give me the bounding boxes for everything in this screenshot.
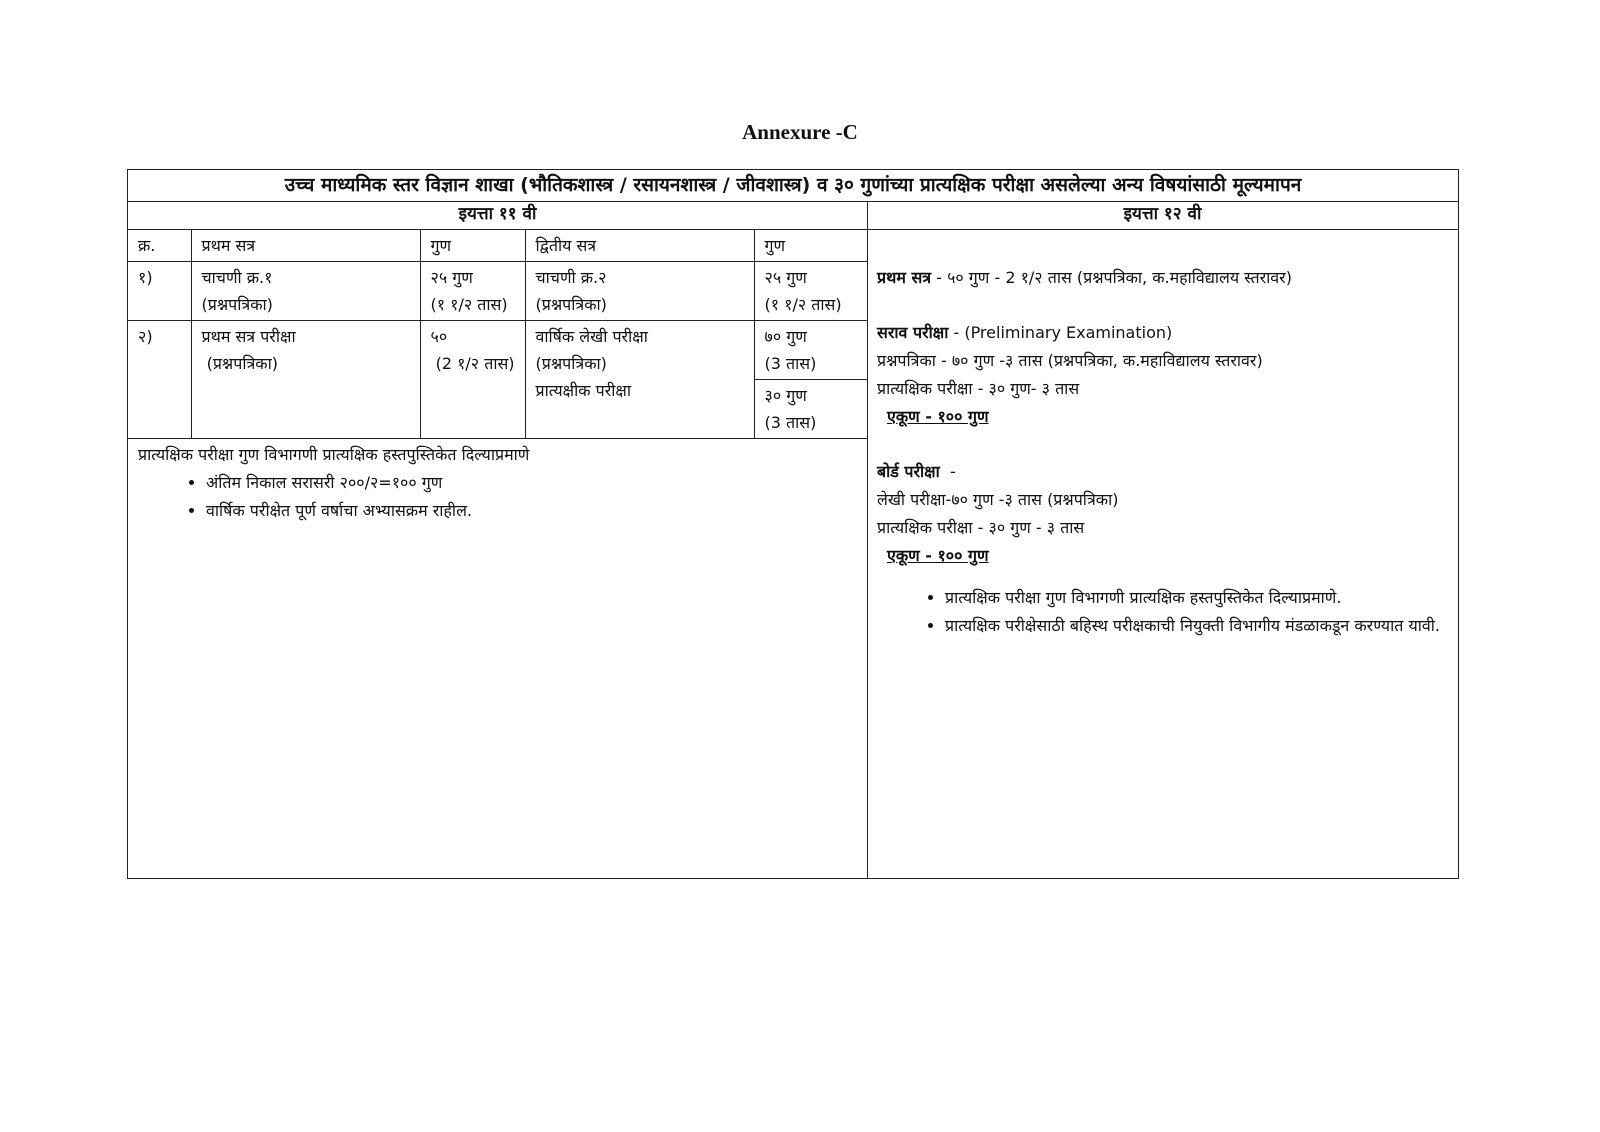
prelim-text: - (Preliminary Examination) [948, 323, 1173, 342]
cell-line: (१ १/२ तास) [764, 295, 842, 314]
second-term-cell [525, 262, 754, 321]
bullet-list [138, 469, 857, 525]
board-line [877, 458, 1448, 486]
board-total: एकूण - १०० गुण [887, 546, 989, 565]
practical-marks-cell [754, 380, 867, 439]
annexure-title: Annexure -C [742, 120, 858, 144]
list-item: • अंतिम निकाल सरासरी २००/२=१०० गुण [206, 469, 857, 497]
col-header: प्रथम सत्र [191, 230, 420, 262]
prelim-paper: प्रश्नपत्रिका - ७० गुण -३ तास (प्रश्नपत्रिका, क.महाविद्यालय स्तरावर) [877, 351, 1263, 370]
table-header-row [128, 230, 867, 262]
second-marks-cell [754, 262, 867, 321]
board-practical: प्रात्यक्षिक परीक्षा - ३० गुण - ३ तास [877, 518, 1085, 537]
col-header: गुण [754, 230, 867, 262]
sr-cell: १) [128, 262, 191, 321]
cell-line: (3 तास) [764, 354, 817, 373]
first-marks-cell [420, 321, 525, 439]
cell-line: चाचणी क्र.२ [535, 268, 607, 287]
std12-section [867, 201, 1458, 878]
cell-line: प्रथम सत्र परीक्षा [201, 327, 296, 346]
list-item: • वार्षिक परीक्षेत पूर्ण वर्षाचा अभ्यासक्रम राहील. [206, 497, 857, 525]
col-header: गुण [420, 230, 525, 262]
std11-section [128, 201, 868, 878]
evaluation-table [127, 169, 1459, 879]
list-item: • प्रात्यक्षिक परीक्षेसाठी बहिस्थ परीक्षकाची नियुक्ती विभागीय मंडळाकडून करण्यात यावी. [945, 612, 1448, 640]
first-marks-cell [420, 262, 525, 321]
cell-line: ७० गुण [764, 327, 807, 346]
first-term-cell [191, 321, 420, 439]
cell-line: ३० गुण [764, 386, 807, 405]
col-header: द्वितीय सत्र [525, 230, 754, 262]
second-marks-cell [754, 321, 867, 380]
first-term-line [877, 264, 1448, 292]
cell-line: चाचणी क्र.१ [201, 268, 273, 287]
list-item: • प्रात्यक्षिक परीक्षा गुण विभागणी प्रात्यक्षिक हस्तपुस्तिकेत दिल्याप्रमाणे. [945, 584, 1448, 612]
prelim-label: सराव परीक्षा [877, 323, 949, 342]
cell-line: (१ १/२ तास) [430, 295, 508, 314]
cell-line: (2 १/२ तास) [430, 354, 515, 373]
std11-notes [128, 439, 867, 527]
board-text: - [939, 462, 956, 481]
table-row [128, 321, 867, 380]
board-written: लेखी परीक्षा-७० गुण -३ तास (प्रश्नपत्रिका) [877, 490, 1119, 509]
cell-line: (प्रश्नपत्रिका) [201, 354, 278, 373]
cell-line: वार्षिक लेखी परीक्षा [535, 327, 648, 346]
cell-line: २५ गुण [430, 268, 473, 287]
cell-line: २५ गुण [764, 268, 807, 287]
prelim-line [877, 319, 1448, 347]
first-term-label: प्रथम सत्र [877, 268, 932, 287]
prelim-practical: प्रात्यक्षिक परीक्षा - ३० गुण- ३ तास [877, 379, 1080, 398]
std11-table [128, 230, 867, 439]
second-term-cell [525, 321, 754, 439]
first-term-cell [191, 262, 420, 321]
table-row [128, 262, 867, 321]
first-term-text: - ५० गुण - 2 १/२ तास (प्रश्नपत्रिका, क.महाविद्यालय स्तरावर) [931, 268, 1292, 287]
main-heading: उच्च माध्यमिक स्तर विज्ञान शाखा (भौतिकशास्त्र / रसायनशास्त्र / जीवशास्त्र) व ३० गुणांच्या प्रात्यक्षिक परीक्षा असलेल्या अन्य विषयांसाठी मूल्यमापन [128, 170, 1458, 202]
cell-line: (3 तास) [764, 413, 817, 432]
cell-line: (प्रश्नपत्रिका) [535, 354, 607, 373]
cell-line: प्रात्यक्षीक परीक्षा [535, 381, 632, 400]
cell-line: (प्रश्नपत्रिका) [535, 295, 607, 314]
prelim-total: एकूण - १०० गुण [887, 407, 989, 426]
sr-cell: २) [128, 321, 191, 439]
std12-heading: इयत्ता १२ वी [867, 201, 1458, 230]
col-header: क्र. [128, 230, 191, 262]
board-label: बोर्ड परीक्षा [877, 462, 940, 481]
note-text: प्रात्यक्षिक परीक्षा गुण विभागणी प्रात्यक्षिक हस्तपुस्तिकेत दिल्याप्रमाणे [138, 445, 530, 464]
cell-line: (प्रश्नपत्रिका) [201, 295, 273, 314]
cell-line: ५० [430, 327, 448, 346]
std11-heading: इयत्ता ११ वी [128, 201, 867, 230]
bullet-list [877, 584, 1448, 640]
